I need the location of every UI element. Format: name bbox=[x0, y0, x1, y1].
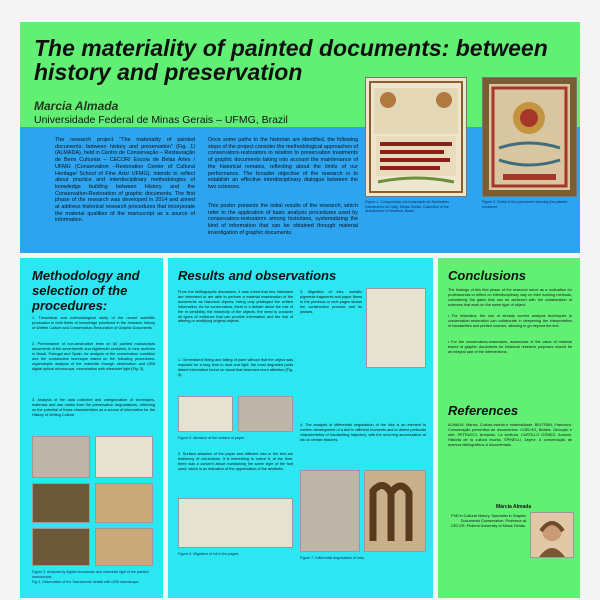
conclusions-text-1: The findings of this first phase of the research serve as a motivation for professionals to reflect on interdisciplinary way on their working methods, considering the gains that can be achieved with the collaboration of sciences that work on the same type of object: bbox=[448, 288, 572, 307]
figure-1-caption: Figure 1. Compromisso da Irmandade do Santíssimo Sacramento de Daig, Minas Gerais. Collection of the Archdiocese of Mariana, Brazil. bbox=[365, 200, 450, 214]
author-photo bbox=[530, 512, 574, 558]
results-photo-5 bbox=[300, 470, 360, 552]
results-photo-3 bbox=[238, 396, 293, 432]
intro-band bbox=[20, 127, 580, 253]
results-photo-1 bbox=[366, 288, 426, 368]
manuscript-image-2-drawing bbox=[483, 78, 576, 196]
results-caption-2: Figure 6. Migration of ink in the pages. bbox=[178, 552, 240, 556]
results-photo-2 bbox=[178, 396, 233, 432]
author-name: Marcia Almada bbox=[34, 99, 119, 113]
manuscript-image-2 bbox=[482, 77, 577, 197]
results-text-5: 4. The analysis of differential degradation of the inks is an element to confirm development of a text in different moments and to detect particular characteristics of handwriting trajectory, with the recurring accumulation of ink on certain features. bbox=[300, 423, 426, 442]
methodology-photo-5 bbox=[32, 528, 90, 566]
methodology-photo-6 bbox=[95, 528, 153, 566]
methodology-caption-2: Fig 4. Observation of the Sacramento details with USB microscope. bbox=[32, 580, 140, 584]
results-text-1: From the bibliographic discussion, it was noted that few historians are interested or are able to perform a material examination of the documents as historical objects, being only privileged the written information. As for conservators, there is a debate about the role of the re-versibility, the historicity of the objects, the need to consider all types of evidence that can provide information and the risk of altering or modifying original objects. bbox=[178, 290, 293, 324]
methodology-photo-3 bbox=[32, 483, 90, 523]
author-photo-drawing bbox=[531, 513, 573, 557]
manuscript-image-1 bbox=[365, 77, 467, 197]
conclusions-title: Conclusions bbox=[448, 268, 527, 283]
results-caption-3: Figure 7. Differential degradation of inks. bbox=[300, 556, 365, 560]
contact-text: PhD in Cultural History. Specialist in Graphic Documents Conservation. Professor at CECOR. Federal University of Minas Gerais. bbox=[450, 514, 526, 528]
intro-text-col1: The research project "The materiality of painted documents: between history and preservation" (Fig. 1) (ALMADA), held in Centro de Conservação – Restauração de Bens Culturais – CECOR/ Escola de Belas Artes / UFMG (Conservation –Restoration Center of Cultural Heritage/ School of Fine Arts/ UFMG), intends to reflect about practice and interdisciplinary methodologies of knowledge building between History and the Conservation-Restoration of graphic documents. The first phase of the research was developed in 2014 and aimed at address historical research procedures that incorporate the material qualities of the manuscript as a source of information. bbox=[55, 137, 195, 224]
manuscript-image-1-drawing bbox=[366, 78, 466, 196]
ink-letter-drawing bbox=[365, 471, 425, 551]
conclusions-text-3: • For the conservators-restorators, awareness of the value of material traces of graphic documents for historical research purposes should be an integral part of the interventions. bbox=[448, 340, 572, 354]
methodology-photo-1 bbox=[32, 436, 90, 478]
results-title: Results and observations bbox=[178, 268, 337, 283]
methodology-photo-4 bbox=[95, 483, 153, 523]
intro-text-col2: Once some paths to the historian are identified, the following steps of the project consider the methodological approaches of conservators-restorators in relation to preservation treatments of graphic documents taking into account the maintenance of the historical remains, reflecting about the limits of our performance. The broader objective of the research is to establish an effective interdisciplinary dialogue between the two sciences. bbox=[208, 137, 358, 190]
results-text-4: 3. Migration of inks, metallic pigments fragments and paper fibers to the previous or next pages shows the construction process and its phases. bbox=[300, 290, 362, 314]
methodology-text-1: 1. Theoretical and methodological study of the recent scientific production in both fields of knowledge prioritized in the research history of Written Culture and Conservation-Restoration of Graphic Documents. bbox=[32, 316, 155, 330]
methodology-caption: Figure 3. Analysis by digital microscope and ultraviolet light of the painted manuscripts. bbox=[32, 570, 149, 579]
affiliation: Universidade Federal de Minas Gerais – UFMG, Brazil bbox=[34, 114, 288, 126]
conclusions-section bbox=[438, 258, 580, 598]
methodology-photo-2 bbox=[95, 436, 153, 478]
results-photo-6 bbox=[364, 470, 426, 552]
results-section bbox=[168, 258, 433, 598]
results-photo-4 bbox=[178, 498, 293, 548]
contact-name: Márcia Almada bbox=[496, 504, 532, 510]
references-text: ALMADA, Márcia. Cultura escrita e materialidade. BELTRAN, Francisco. Conservação preventiva de documentos. COELHO, Beatriz. Devoção e arte. PETRUCCI, Armando. La scrittura. CASTILLO GÓMEZ, Antonio. Historia de la cultura escrita. SPINELLI, Jayme. A conservação de acervos bibliográficos & documentais. bbox=[448, 423, 572, 447]
poster-title: The materiality of painted documents: between history and preservation bbox=[34, 35, 548, 85]
results-caption-1: Figure 5. Abrasion of the surface of paper. bbox=[178, 436, 245, 440]
intro-text-col3: This poster presents the initial results of the research, which refer to the application of basic analysis procedures used by conservators-restorators among historians, systematizing the kind of information that can be obtained through material investigation of graphic documents. bbox=[208, 203, 358, 236]
methodology-text-2: 2. Performance of non-destructive tests on 60 painted manuscripts documents of the seventeenth and eighteenth centuries, in nine archives in Brazil, Portugal and Spain, for analysis of the conservation condition and the constructive technique based on the following procedures: organoleptic analysis of the materials through observation and USB digital optical microscope, examination with ultraviolet light (Fig. 3). bbox=[32, 342, 155, 371]
references-title: References bbox=[448, 403, 519, 418]
results-text-3: 2. Surface abrasion of the paper and different inks in the text are testimony of corrections. It is interesting to notice if, at the time, there was a concern about maintaining the same style of the font used, which is an indicative of the appreciation of the aesthetic. bbox=[178, 452, 293, 471]
conclusions-text-2: • For historians, the use of already current analysis techniques in conservation-restoration can collaborate in deepening the interpretation of handwritten and printed sources, allowing to go beyond the text. bbox=[448, 314, 572, 328]
results-text-2: 1. Generalized listing and failing of paint without that the object was exposed for a long time to dust and light; the most degraded parts detect information found on visual that deserved more attention (Fig. 3). bbox=[178, 358, 293, 377]
methodology-section bbox=[20, 258, 163, 598]
methodology-title: Methodology and selection of the procedures: bbox=[32, 268, 140, 313]
figure-2-caption: Figure 2. Detail of the parchment showing the painted ornament. bbox=[482, 200, 568, 209]
methodology-text-3: 3. Analysis of the data collected and categorization of techniques, materials and use marks from the preservation degradations, reflecting on the potential of these characteristics as a source of information for the History of Writing Culture. bbox=[32, 398, 155, 417]
